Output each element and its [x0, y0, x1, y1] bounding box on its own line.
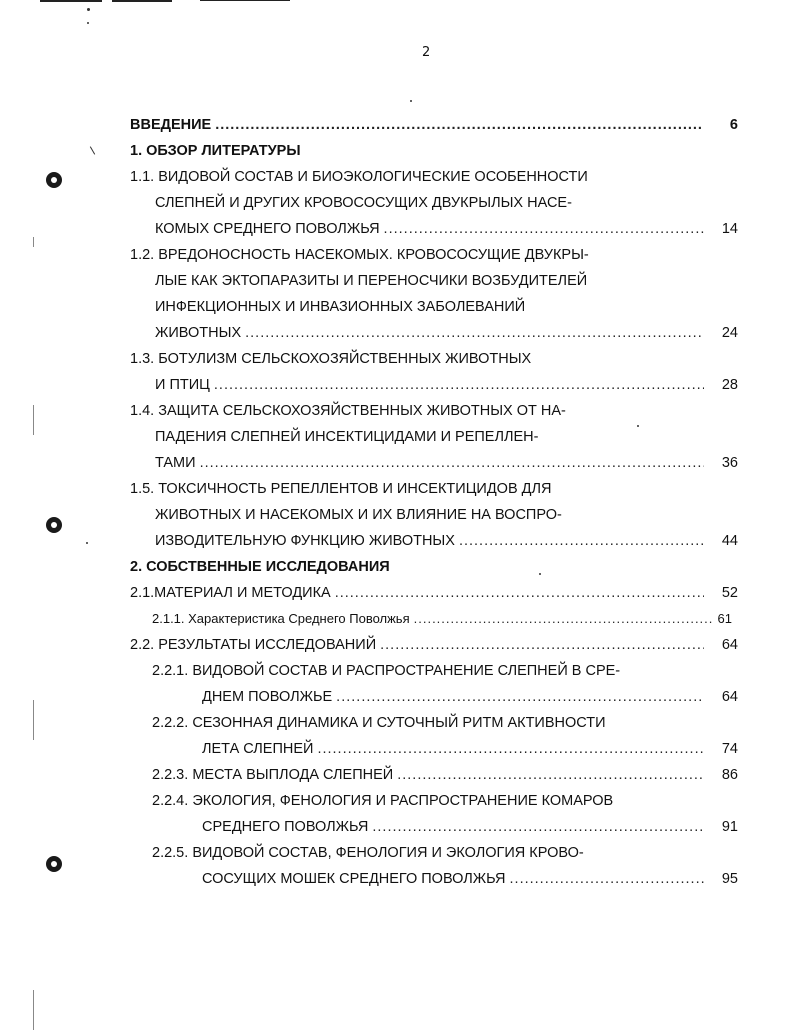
scan-speck: [87, 22, 89, 24]
toc-entry-1-2: [130, 242, 738, 346]
toc-entry-number: 2.2.4.: [152, 793, 189, 809]
toc-entry-line: ЭКОЛОГИЯ, ФЕНОЛОГИЯ И РАСПРОСТРАНЕНИЕ КОМАРОВ: [192, 793, 614, 809]
page-number: 2: [422, 45, 431, 60]
toc-dot-leader: [214, 372, 704, 398]
toc-entry-2-2-5: [152, 840, 738, 892]
toc-entry-introduction: [130, 112, 738, 138]
toc-entry-number: 2.2.1.: [152, 663, 189, 679]
toc-entry-line: БОТУЛИЗМ СЕЛЬСКОХОЗЯЙСТВЕННЫХ ЖИВОТНЫХ: [158, 351, 532, 367]
toc-entry-number: 2.2.3.: [152, 767, 189, 783]
toc-entry-line: ЛЕТА СЛЕПНЕЙ: [202, 741, 314, 757]
scan-speck: [87, 8, 90, 11]
toc-entry-line: ИНФЕКЦИОННЫХ И ИНВАЗИОННЫХ ЗАБОЛЕВАНИЙ: [155, 299, 526, 315]
toc-page-number: 14: [721, 221, 738, 237]
toc-page-number: 95: [721, 871, 738, 887]
toc-entry-line: И ПТИЦ: [155, 377, 210, 393]
toc-chapter-1-heading: 1. ОБЗОР ЛИТЕРАТУРЫ: [130, 143, 301, 159]
toc-entry-line: ВИДОВОЙ СОСТАВ, ФЕНОЛОГИЯ И ЭКОЛОГИЯ КРОВО-: [192, 845, 584, 861]
toc-dot-leader: [414, 606, 714, 632]
toc-dot-leader: [510, 866, 704, 892]
toc-entry-line: ВИДОВОЙ СОСТАВ И БИОЭКОЛОГИЧЕСКИЕ ОСОБЕННОСТИ: [158, 169, 588, 185]
scan-speck: [410, 100, 412, 102]
toc-dot-leader: [384, 216, 704, 242]
toc-entry-1-5: [130, 476, 738, 554]
toc-entry-2-1-1: [152, 606, 738, 632]
punch-hole: [46, 172, 62, 188]
toc-entry-title: ВВЕДЕНИЕ: [130, 117, 212, 133]
toc-entry-line: ЗАЩИТА СЕЛЬСКОХОЗЯЙСТВЕННЫХ ЖИВОТНЫХ ОТ НА-: [158, 403, 566, 419]
toc-entry-line: ВИДОВОЙ СОСТАВ И РАСПРОСТРАНЕНИЕ СЛЕПНЕЙ В СРЕ-: [192, 663, 621, 679]
toc-page-number: 61: [717, 611, 732, 626]
toc-entry-1-3: [130, 346, 738, 398]
punch-hole: [46, 856, 62, 872]
toc-page-number: 91: [721, 819, 738, 835]
toc-page-number: 64: [721, 689, 738, 705]
toc-entry-line: ДНЕМ ПОВОЛЖЬЕ: [202, 689, 333, 705]
toc-entry-line: ТАМИ: [155, 455, 196, 471]
toc-chapter-2-heading: 2. СОБСТВЕННЫЕ ИССЛЕДОВАНИЯ: [130, 559, 390, 575]
toc-page-number: 74: [721, 741, 738, 757]
toc-dot-leader: [459, 528, 704, 554]
toc-entry-line: ЖИВОТНЫХ И НАСЕКОМЫХ И ИХ ВЛИЯНИЕ НА ВОСПРО-: [155, 507, 562, 523]
toc-dot-leader: [336, 684, 704, 710]
toc-page-number: 44: [721, 533, 738, 549]
toc-entry-number: 1.2.: [130, 247, 155, 263]
scan-top-line: [112, 0, 172, 2]
toc-dot-leader: [335, 580, 704, 606]
scan-margin-mark: [33, 405, 34, 435]
toc-entry-1-4: [130, 398, 738, 476]
toc-page-number: 52: [721, 585, 738, 601]
toc-entry-2-2-2: [152, 710, 738, 762]
toc-entry-line: СЕЗОННАЯ ДИНАМИКА И СУТОЧНЫЙ РИТМ АКТИВНОСТИ: [192, 715, 606, 731]
toc-entry-2-2: [130, 632, 738, 658]
scan-top-line: [40, 0, 102, 2]
toc-entry-2-2-4: [152, 788, 738, 840]
toc-entry-title: 2.1.1. Характеристика Среднего Поволжья: [152, 611, 410, 626]
toc-dot-leader: [397, 762, 704, 788]
toc-entry-2-2-1: [152, 658, 738, 710]
toc-entry-line: СРЕДНЕГО ПОВОЛЖЬЯ: [202, 819, 369, 835]
toc-entry-line: СЛЕПНЕЙ И ДРУГИХ КРОВОСОСУЩИХ ДВУКРЫЛЫХ НАСЕ-: [155, 195, 572, 211]
toc-entry-number: 1.1.: [130, 169, 155, 185]
toc-dot-leader: [380, 632, 704, 658]
toc-entry-line: ЛЫЕ КАК ЭКТОПАРАЗИТЫ И ПЕРЕНОСЧИКИ ВОЗБУДИТЕЛЕЙ: [155, 273, 588, 289]
toc-page-number: 6: [729, 117, 738, 133]
toc-entry-line: СОСУЩИХ МОШЕК СРЕДНЕГО ПОВОЛЖЬЯ: [202, 871, 506, 887]
toc-page-number: 28: [721, 377, 738, 393]
scan-margin-mark: [33, 237, 34, 247]
toc-dot-leader: [372, 814, 704, 840]
toc-entry-line: ИЗВОДИТЕЛЬНУЮ ФУНКЦИЮ ЖИВОТНЫХ: [155, 533, 455, 549]
toc-page-number: 24: [721, 325, 738, 341]
toc-entry-number: 1.4.: [130, 403, 155, 419]
toc-dot-leader: [200, 450, 704, 476]
toc-entry-line: ТОКСИЧНОСТЬ РЕПЕЛЛЕНТОВ И ИНСЕКТИЦИДОВ ДЛЯ: [158, 481, 552, 497]
toc-entry-2-2-3: [152, 762, 738, 788]
toc-entry-2-1: [130, 580, 738, 606]
toc-entry-number: 1.5.: [130, 481, 155, 497]
toc-entry-number: 2.2.5.: [152, 845, 189, 861]
scan-speck: [86, 542, 88, 544]
toc-page-number: 86: [721, 767, 738, 783]
scan-margin-mark: [33, 700, 34, 740]
toc-entry-line: ПАДЕНИЯ СЛЕПНЕЙ ИНСЕКТИЦИДАМИ И РЕПЕЛЛЕН-: [155, 429, 539, 445]
toc-entry-number: 2.2.2.: [152, 715, 189, 731]
toc-entry-title: 2.2. РЕЗУЛЬТАТЫ ИССЛЕДОВАНИЙ: [130, 637, 377, 653]
toc-dot-leader: [245, 320, 704, 346]
toc-entry-title: 2.1.МАТЕРИАЛ И МЕТОДИКА: [130, 585, 331, 601]
scan-top-line: [200, 0, 290, 1]
toc-entry-line: МЕСТА ВЫПЛОДА СЛЕПНЕЙ: [192, 767, 394, 783]
toc-dot-leader: [215, 112, 704, 138]
toc-page-number: 36: [721, 455, 738, 471]
toc-entry-line: ЖИВОТНЫХ: [155, 325, 242, 341]
scan-speck: [90, 146, 95, 154]
scan-margin-mark: [33, 990, 34, 1030]
toc-entry-number: 1.3.: [130, 351, 155, 367]
punch-hole: [46, 517, 62, 533]
table-of-contents: [130, 112, 738, 892]
toc-entry-line: ВРЕДОНОСНОСТЬ НАСЕКОМЫХ. КРОВОСОСУЩИЕ ДВУКРЫ-: [158, 247, 589, 263]
toc-dot-leader: [317, 736, 704, 762]
toc-page-number: 64: [721, 637, 738, 653]
toc-entry-line: КОМЫХ СРЕДНЕГО ПОВОЛЖЬЯ: [155, 221, 380, 237]
toc-entry-1-1: [130, 164, 738, 242]
